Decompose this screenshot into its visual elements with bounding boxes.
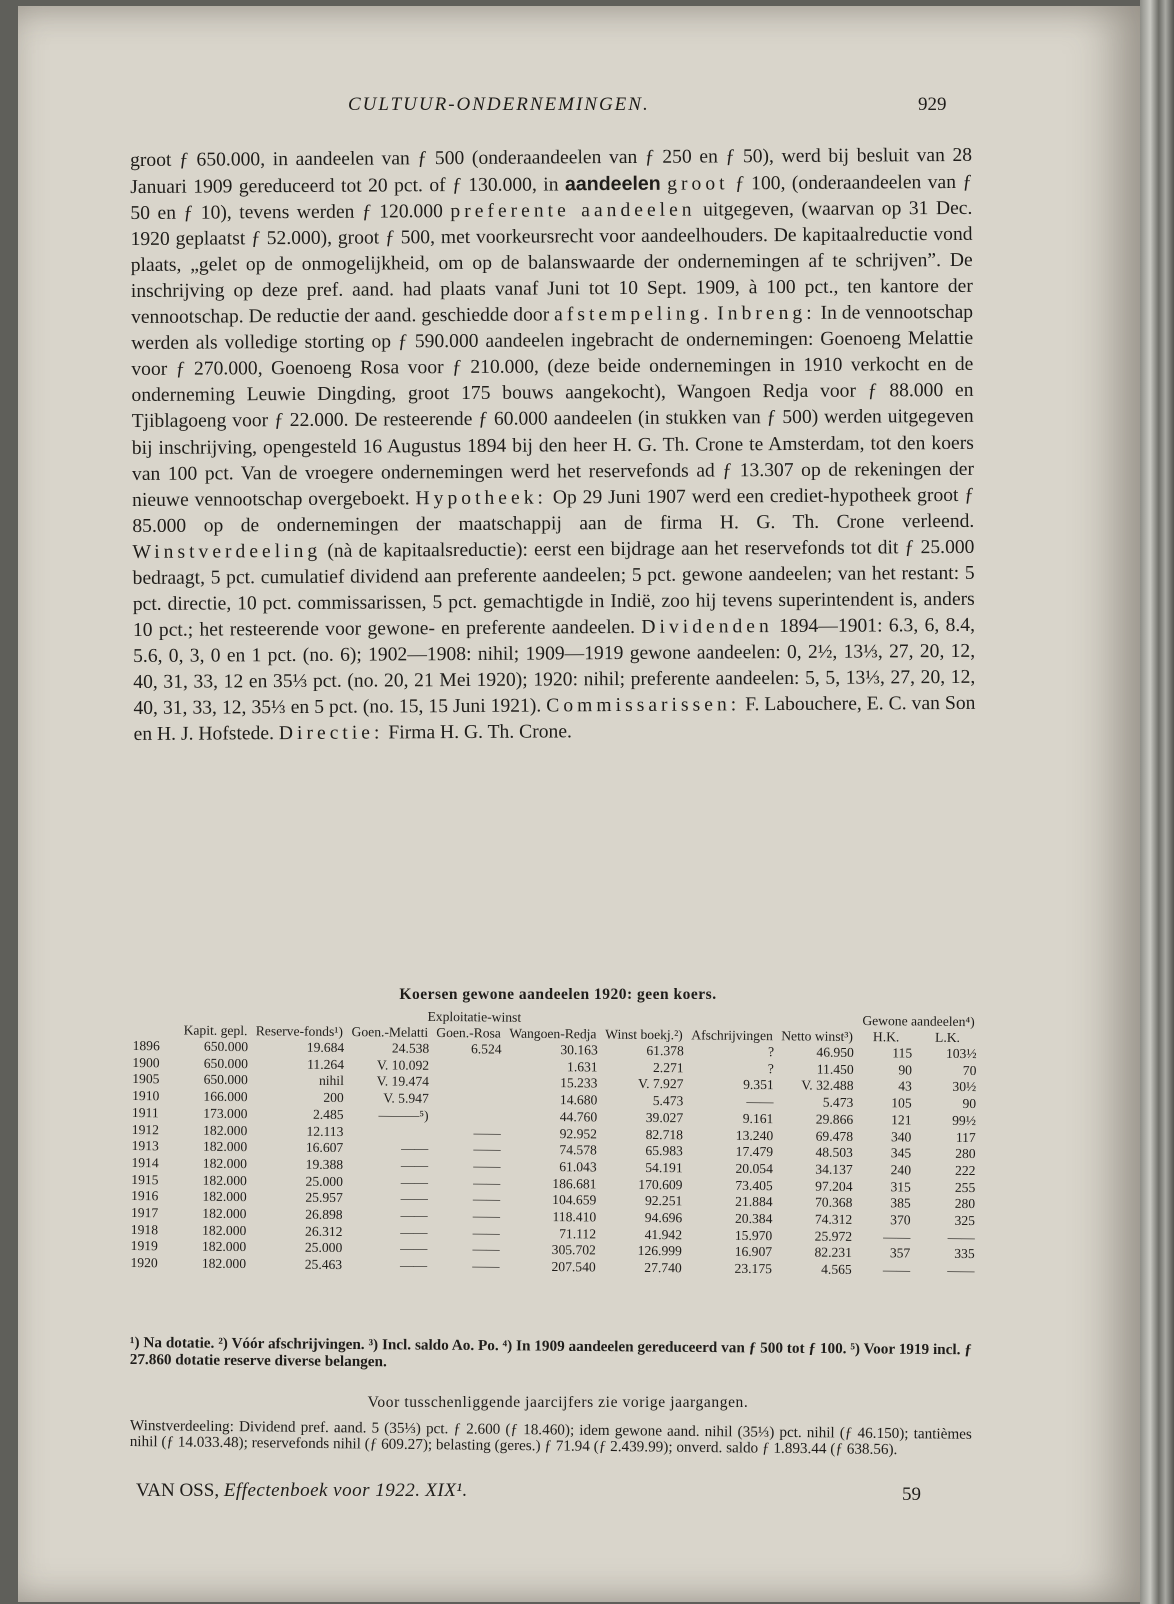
running-title: CULTUUR-ONDERNEMINGEN.	[348, 94, 650, 115]
value-cell: ——	[400, 1224, 428, 1240]
body-text-segment: Dividenden	[641, 615, 773, 638]
value-cell: 16.907	[734, 1244, 773, 1260]
value-cell: 315	[890, 1178, 911, 1195]
value-cell: 340	[890, 1128, 912, 1145]
value-cell: 182.000	[202, 1138, 248, 1155]
footer-title	[136, 1480, 468, 1502]
body-text-segment: ƒ 100, (onderaandeelen van ƒ 50 en ƒ 10), tevens werden ƒ 120.000	[130, 171, 973, 225]
value-cell: 9.161	[742, 1110, 774, 1126]
value-cell: 82.231	[814, 1245, 853, 1261]
value-cell: 11.264	[307, 1056, 345, 1072]
body-paragraph	[130, 143, 976, 748]
value-cell: 54.191	[645, 1159, 683, 1176]
value-cell	[346, 1124, 431, 1142]
value-cell: 43	[898, 1078, 912, 1094]
value-cell: 207.540	[551, 1259, 596, 1275]
value-cell: ?	[767, 1044, 775, 1060]
column-header: H.K.	[872, 1029, 900, 1045]
year-cell: 1905	[132, 1071, 160, 1087]
value-cell: 182.000	[202, 1205, 247, 1222]
value-cell: 34.137	[815, 1161, 853, 1177]
value-cell: 182.000	[202, 1172, 247, 1188]
value-cell: ——	[883, 1228, 911, 1245]
value-cell: ——	[400, 1190, 428, 1207]
value-cell: 240	[890, 1162, 912, 1178]
value-cell: ——	[472, 1258, 500, 1274]
year-cell: 1917	[130, 1205, 159, 1221]
value-cell: 650.000	[203, 1072, 248, 1088]
value-cell: 182.000	[202, 1222, 247, 1238]
tusschen-caption: Voor tusschenliggende jaarcijfers zie vorige jaargangen.	[367, 1394, 749, 1411]
value-cell: 14.680	[559, 1092, 598, 1108]
column-header: L.K.	[934, 1029, 961, 1045]
value-cell: 82.718	[645, 1126, 684, 1142]
value-cell: 73.405	[735, 1177, 773, 1193]
value-cell	[432, 1074, 504, 1091]
value-cell: 385	[890, 1195, 911, 1211]
column-header: Netto winst³)	[781, 1028, 854, 1044]
value-cell: ——	[947, 1229, 975, 1245]
value-cell: 182.000	[201, 1239, 247, 1255]
year-cell: 1916	[131, 1188, 159, 1204]
body-text-segment: (nà de kapitaalsreductie): eerst een bijdrage aan het reservefonds tot dit ƒ 25.000 bedraagt, 5 pct. cumulatief dividend aan preferente aandeelen; 5 pct. gewone aandeelen; van het restant: 5 pct. directie, 10 pct. commissarissen, 5 pct. gemachtigde in Indië, zoo hij tevens superintendent is, anders 10 pct.; het resteerende voor gewone- en preferente aandeelen.	[132, 536, 975, 641]
running-header	[18, 94, 1140, 122]
value-cell: 173.000	[203, 1105, 248, 1121]
value-cell: ——	[473, 1141, 501, 1157]
value-cell: 29.866	[815, 1111, 854, 1127]
value-cell: 97.204	[815, 1178, 853, 1194]
value-cell: 44.760	[559, 1108, 598, 1125]
value-cell: 30½	[952, 1079, 977, 1095]
year-cell: 1914	[131, 1154, 159, 1171]
year-cell: 1896	[132, 1038, 160, 1054]
book-page	[18, 6, 1140, 1602]
value-cell: 26.312	[305, 1223, 343, 1239]
value-cell: 280	[955, 1146, 976, 1162]
value-cell: ——	[472, 1191, 501, 1207]
footer-part: XIX¹.	[425, 1480, 468, 1501]
body-text-segment: Hypotheek:	[415, 487, 547, 509]
value-cell: 186.681	[552, 1175, 597, 1192]
value-cell: 61.378	[646, 1042, 684, 1059]
value-cell: 69.478	[815, 1128, 854, 1144]
value-cell: 25.463	[304, 1256, 343, 1273]
value-cell: 182.000	[203, 1122, 248, 1138]
value-cell: 20.384	[734, 1210, 773, 1227]
value-cell: 325	[954, 1212, 976, 1229]
value-cell: 121	[891, 1112, 912, 1128]
value-cell: 26.898	[305, 1206, 343, 1223]
value-cell: 23.175	[734, 1260, 773, 1277]
value-cell: 15.233	[560, 1075, 598, 1091]
value-cell: 48.503	[815, 1144, 853, 1161]
value-cell: 99½	[952, 1112, 977, 1128]
value-cell: 90	[962, 1096, 977, 1112]
value-cell: 5.473	[652, 1093, 684, 1109]
value-cell: 25.972	[814, 1228, 853, 1244]
value-cell: ——	[401, 1140, 429, 1157]
year-cell: 1915	[131, 1171, 159, 1187]
value-cell: 61.043	[559, 1159, 597, 1175]
value-cell: 16.607	[305, 1139, 344, 1156]
value-cell: V. 19.474	[376, 1073, 430, 1090]
body-text-segment: Commissarissen:	[546, 694, 741, 717]
gewone-aandeelen-header: Gewone aandeelen⁴)	[862, 1013, 975, 1030]
value-cell: 24.538	[391, 1040, 430, 1056]
value-cell: ——	[473, 1124, 501, 1141]
value-cell: V. 7.927	[637, 1076, 684, 1092]
column-header	[130, 1022, 180, 1038]
value-cell: ——	[746, 1094, 774, 1110]
body-text-segment: groot	[130, 149, 180, 171]
value-cell: 370	[890, 1212, 911, 1228]
year-cell: 1911	[131, 1104, 159, 1121]
value-cell	[432, 1108, 504, 1125]
body-text-segment: Winstverdeeling	[132, 540, 322, 563]
value-cell: ——	[400, 1174, 429, 1190]
body-text-segment: preferente aandeelen	[450, 199, 696, 223]
column-header: Reserve-fonds¹)	[255, 1023, 343, 1040]
value-cell: 30.163	[560, 1042, 598, 1058]
value-cell: 65.983	[645, 1143, 683, 1159]
value-cell: ——	[473, 1174, 501, 1191]
table-body	[127, 1038, 979, 1280]
value-cell: 222	[954, 1162, 976, 1179]
value-cell: 6.524	[470, 1041, 502, 1057]
value-cell: 280	[954, 1196, 976, 1212]
value-cell: 74.578	[559, 1142, 597, 1158]
value-cell: ——	[882, 1262, 911, 1278]
value-cell: 25.957	[305, 1190, 343, 1206]
value-cell: ——	[473, 1158, 501, 1174]
value-cell: 126.999	[637, 1243, 682, 1259]
value-cell: 1.631	[566, 1058, 598, 1075]
column-header: Wangoen-Redja	[509, 1025, 597, 1042]
value-cell: 117	[955, 1129, 976, 1145]
value-cell: 5.473	[822, 1094, 854, 1111]
year-cell: 1913	[131, 1138, 159, 1154]
value-cell: 41.942	[644, 1226, 683, 1243]
value-cell: 115	[892, 1045, 913, 1061]
value-cell: 20.054	[735, 1160, 773, 1177]
winstverdeeling-paragraph: Winstverdeeling: Dividend pref. aand. 5 (35⅓) pct. ƒ 2.600 (ƒ 18.460); idem gewone aand. nihil (35⅓) pct. nihil (ƒ 46.150); tantièmes nihil (ƒ 14.033.48); reservefonds nihil (ƒ 609.27); belasting (geres.) ƒ 71.94 (ƒ 2.439.99); onverd. saldo ƒ 1.893.44 (ƒ 638.56).	[129, 1417, 972, 1459]
table-footnotes: ¹) Na dotatie. ²) Vóór afschrijvingen. ³) Incl. saldo Ao. Po. ⁴) In 1909 aandeelen gereduceerd van ƒ 500 tot ƒ 100. ⁵) Voor 1919 incl. ƒ 27.860 dotatie reserve diverse belangen.	[129, 1334, 972, 1371]
value-cell: 11.450	[816, 1061, 854, 1077]
value-cell: 71.112	[559, 1225, 597, 1242]
footer-book: Effectenboek voor 1922.	[223, 1480, 421, 1501]
value-cell: ——	[400, 1207, 428, 1223]
value-cell: 17.479	[735, 1144, 774, 1160]
year-cell: 1900	[132, 1054, 160, 1070]
year-cell: 1920	[130, 1255, 158, 1271]
value-cell: 70.368	[814, 1194, 853, 1211]
value-cell: 182.000	[202, 1155, 248, 1172]
footer-sheet-number: 59	[902, 1484, 921, 1505]
body-text-segment: ƒ 650.000, in aandeelen van ƒ 500 (onderaandeelen van ƒ 250 en ƒ 50), werd bij besluit van 28 Januari 1909 gereduceerd tot 20 pct. of ƒ 130.000, in	[130, 144, 973, 199]
value-cell: 4.565	[821, 1261, 852, 1278]
value-cell: 12.113	[306, 1123, 344, 1139]
value-cell: 19.388	[305, 1156, 344, 1172]
column-header: Afschrijvingen	[691, 1027, 773, 1044]
value-cell: 166.000	[203, 1088, 248, 1105]
value-cell: 15.970	[734, 1227, 773, 1243]
body-text-segment: F. Labouchere, E. C. van Son en H. J. Hofstede.	[133, 692, 976, 746]
body-text-segment: groot	[667, 173, 729, 195]
body-text-segment: aandeelen	[564, 172, 661, 196]
book-edge	[1140, 0, 1174, 1604]
value-cell: 25.000	[305, 1173, 344, 1189]
value-cell: ——	[472, 1241, 500, 1257]
value-cell: 650.000	[203, 1055, 249, 1071]
value-cell: 74.312	[814, 1211, 853, 1227]
value-cell: 104.659	[552, 1192, 597, 1208]
value-cell: 94.696	[644, 1209, 683, 1226]
value-cell: 27.740	[644, 1260, 682, 1276]
koersen-caption: Koersen gewone aandeelen 1920: geen koers.	[399, 986, 717, 1003]
value-cell: 182.000	[202, 1189, 247, 1205]
body-text-segment: Op 29 Juni 1907 werd een crediet-hypotheek groot ƒ 85.000 op de ondernemingen der maatschappij aan de firma H. G. Th. Crone verleend.	[132, 484, 975, 537]
body-text-segment: Directie:	[278, 722, 384, 745]
value-cell: 2.271	[652, 1059, 684, 1076]
column-header: Winst boekj.²)	[605, 1026, 683, 1043]
value-cell: 25.000	[304, 1240, 343, 1256]
column-header: Kapit. gepl.	[183, 1022, 248, 1039]
value-cell: ?	[767, 1060, 774, 1076]
value-cell: 13.240	[735, 1127, 774, 1143]
value-cell: nihil	[318, 1073, 344, 1089]
value-cell: 2.485	[312, 1106, 344, 1122]
value-cell: 170.609	[638, 1176, 683, 1192]
value-cell: 90	[898, 1062, 913, 1078]
value-cell: V. 10.092	[376, 1057, 430, 1073]
value-cell: 118.410	[552, 1209, 597, 1225]
body-text-segment: In de vennootschap werden als volledige storting op ƒ 590.000 aandeelen ingebracht de ondernemingen: Goenoeng Melattie voor ƒ 270.000, Goenoeng Rosa voor ƒ 210.000, (deze beide ondernemingen in 1910 verkocht en de onderneming Leuwie Dingding, groot 175 bouws aangekocht), Wangoen Redja voor ƒ 88.000 en Tjiblagoeng voor ƒ 22.000. De resteerende ƒ 60.000 aandeelen (in stukken van ƒ 500) werden uitgegeven bij inschrijving, opengesteld 16 Augustus 1894 bij den heer H. G. Th. Crone te Amsterdam, tot den koers van 100 pct. Van de vroegere ondernemingen werd het reservefonds ad ƒ 13.307 op de rekeningen der nieuwe vennootschap overgeboekt.	[131, 302, 975, 511]
value-cell: ——	[472, 1225, 500, 1241]
value-cell: 21.884	[735, 1194, 773, 1210]
exploitatie-winst-header: Exploitatie-winst	[427, 1008, 522, 1025]
value-cell: 92.251	[644, 1193, 683, 1209]
value-cell: 70	[962, 1062, 977, 1078]
body-text-segment: afstempeling.	[554, 303, 713, 326]
year-cell: 1919	[130, 1238, 158, 1254]
body-text-segment: Firma H. G. Th. Crone.	[383, 721, 572, 744]
body-text-segment: Inbreng:	[717, 303, 816, 325]
page-number: 929	[918, 94, 947, 115]
page-footer	[136, 1480, 956, 1508]
value-cell: 19.684	[306, 1039, 345, 1056]
value-cell: V. 32.488	[801, 1077, 854, 1094]
financial-table	[127, 1006, 980, 1280]
value-cell: 46.950	[816, 1044, 854, 1060]
value-cell: 255	[954, 1179, 976, 1195]
value-cell: V. 5.947	[383, 1090, 429, 1106]
value-cell: 92.952	[559, 1125, 598, 1142]
value-cell: 39.027	[645, 1109, 684, 1126]
value-cell: ——	[472, 1208, 501, 1224]
value-cell: 200	[323, 1089, 344, 1106]
value-cell: 305.702	[551, 1242, 596, 1258]
value-cell: ——	[947, 1262, 975, 1279]
body-text-segment: uitgegeven, (waarvan op 31 Dec. 1920 geplaatst ƒ 52.000), groot ƒ 500, met voorkeursrecht voor aandeelhouders. De kapitaalreductie vond plaats, „gelet op de onmogelijkheid, om op de balanswaarde der ondernemingen af te schrijven”. De inschrijving op deze pref. aand. had plaats vanaf Juni tot 10 Sept. 1909, à 100 pct., ten kantore der vennootschap. De reductie der aand. geschiedde door	[130, 197, 973, 329]
value-cell: 105	[891, 1095, 912, 1111]
value-cell: 182.000	[201, 1255, 247, 1272]
year-cell: 1918	[130, 1221, 159, 1238]
value-cell: 103½	[945, 1045, 977, 1062]
year-cell: 1910	[132, 1088, 160, 1104]
value-cell: 357	[889, 1245, 911, 1261]
body-text-segment: 1894—1901: 6.3, 6, 8.4, 5.6, 0, 3, 0 en 1 pct. (no. 6); 1902—1908: nihil; 1909—1919 gewone aandeelen: 0, 2½, 13⅓, 27, 20, 12, 40, 31, 33, 12 en 35⅓ pct. (no. 20, 21 Mei 1920); 1920: nihil; preferente aandeelen: 5, 5, 13⅓, 27, 20, 12, 40, 31, 33, 12, 35⅓ en 5 pct. (no. 15, 15 Juni 1921).	[133, 614, 976, 719]
year-cell: 1912	[131, 1121, 160, 1137]
footer-author: VAN OSS,	[136, 1480, 220, 1501]
value-cell: ——	[400, 1241, 428, 1257]
column-header: Goen.-Melatti	[351, 1024, 429, 1040]
value-cell: ———⁵)	[378, 1107, 429, 1123]
value-cell: ——	[400, 1157, 429, 1173]
value-cell: 345	[890, 1145, 912, 1161]
value-cell: 335	[954, 1246, 975, 1262]
column-header: Goen.-Rosa	[436, 1024, 501, 1041]
value-cell	[432, 1058, 504, 1075]
value-cell	[432, 1091, 504, 1108]
value-cell: 650.000	[203, 1038, 249, 1055]
value-cell: 9.351	[743, 1077, 774, 1093]
value-cell: ——	[399, 1257, 428, 1274]
